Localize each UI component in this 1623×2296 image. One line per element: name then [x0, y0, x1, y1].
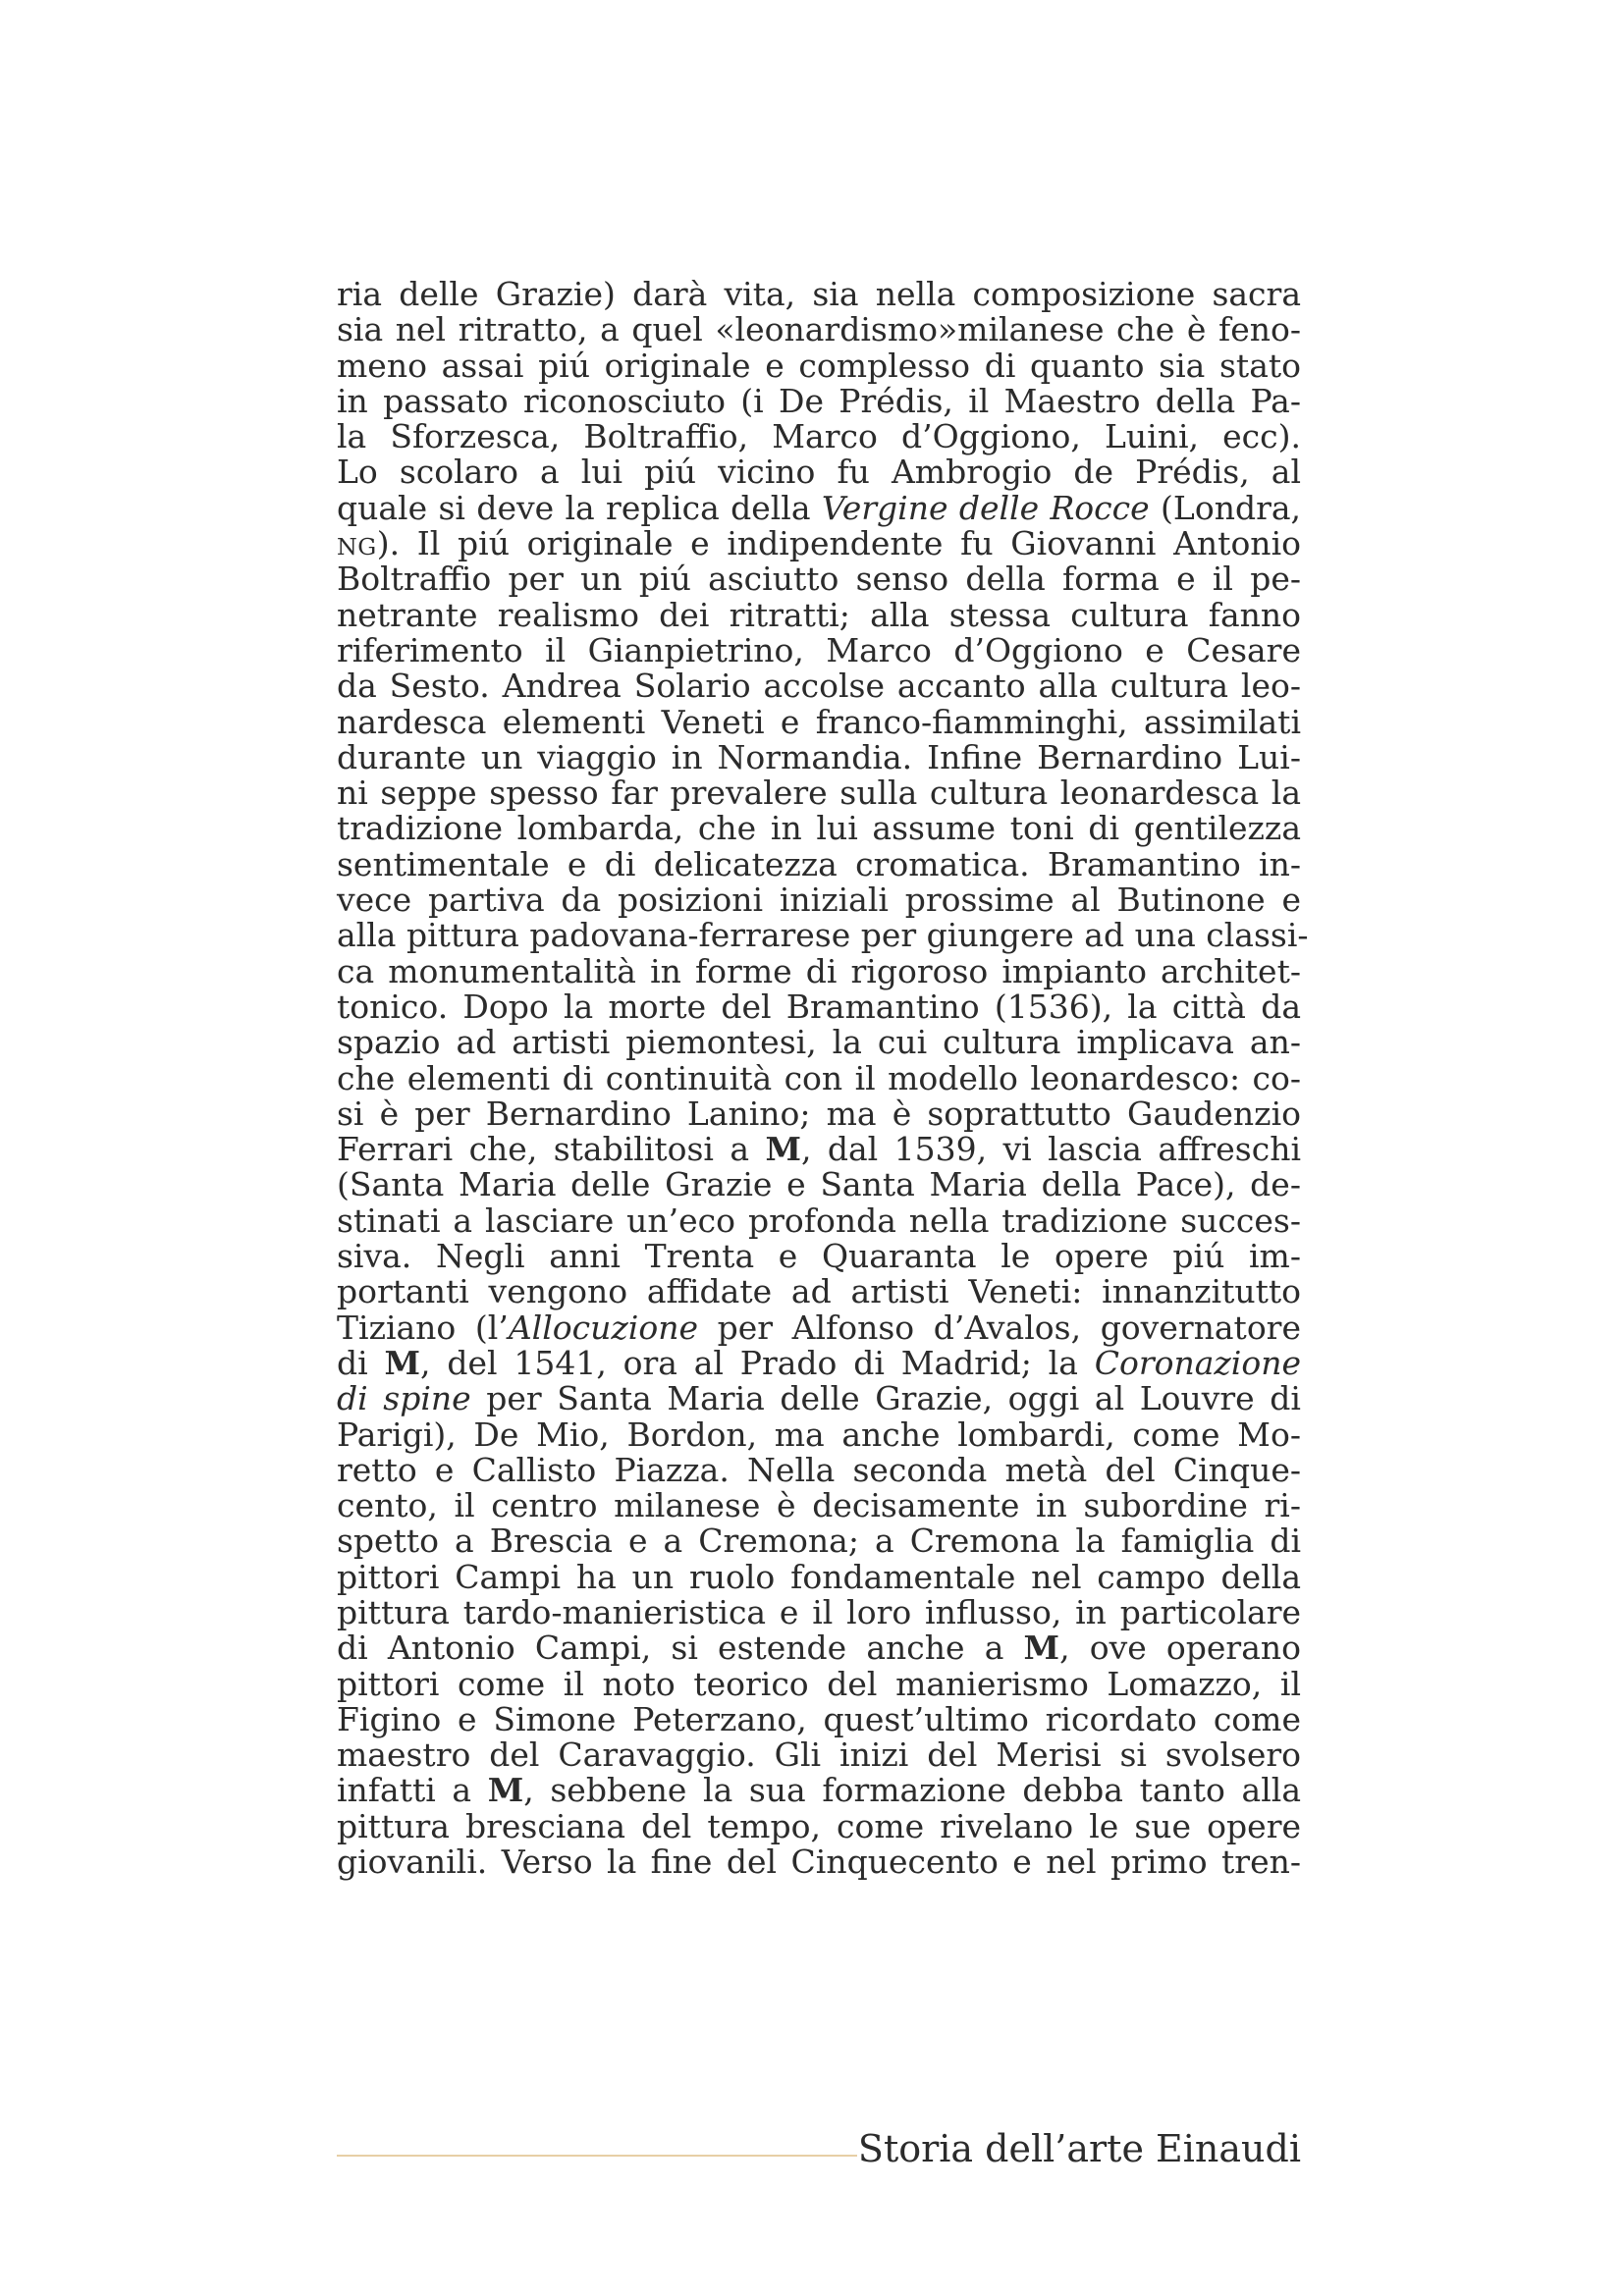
artwork-title: di spine	[337, 1379, 471, 1418]
text-line: infatti a M, sebbene la sua formazione debba tanto alla	[337, 1771, 1301, 1810]
text-line: alla pittura padovana-ferrarese per giungere ad una classi-	[337, 916, 1309, 955]
text-line: tradizione lombarda, che in lui assume toni di gentilezza	[337, 809, 1301, 848]
text-line: netrante realismo dei ritratti; alla stessa cultura fanno	[337, 595, 1301, 634]
footer-divider	[337, 2155, 857, 2157]
text-line: pittori come il noto teorico del manierismo Lomazzo, il	[337, 1664, 1301, 1703]
text-line: spetto a Brescia e a Cremona; a Cremona la famiglia di	[337, 1522, 1301, 1561]
text-line: pittori Campi ha un ruolo fondamentale nel campo della	[337, 1557, 1301, 1596]
text-line: NG). Il piú originale e indipendente fu Giovanni Antonio	[337, 524, 1301, 563]
text-line: Parigi), De Mio, Bordon, ma anche lombardi, come Mo-	[337, 1415, 1301, 1454]
text-line: riferimento il Gianpietrino, Marco d’Oggiono e Cesare	[337, 630, 1301, 669]
text-line: di spine per Santa Maria delle Grazie, oggi al Louvre di	[337, 1379, 1301, 1418]
footer-publication-title: Storia dell’arte Einaudi	[857, 2127, 1301, 2170]
text-line: pittura bresciana del tempo, come rivelano le sue opere	[337, 1806, 1301, 1845]
text-line: pittura tardo-manieristica e il loro influsso, in particolare	[337, 1592, 1301, 1631]
text-line: giovanili. Verso la fine del Cinquecento e nel primo tren-	[337, 1842, 1301, 1882]
text-line: portanti vengono affidate ad artisti Veneti: innanzitutto	[337, 1272, 1301, 1311]
text-line: sentimentale e di delicatezza cromatica. Bramantino in-	[337, 844, 1301, 883]
text-line: ca monumentalità in forme di rigoroso impianto architet-	[337, 951, 1301, 990]
text-line: Ferrari che, stabilitosi a M, dal 1539, vi lascia affreschi	[337, 1130, 1301, 1169]
museum-abbreviation: NG	[337, 533, 377, 561]
text-line: nardesca elementi Veneti e franco-fiamminghi, assimilati	[337, 702, 1301, 741]
text-line: in passato riconosciuto (i De Prédis, il Maestro della Pa-	[337, 381, 1301, 420]
city-abbreviation: M	[487, 1771, 524, 1810]
text-line: da Sesto. Andrea Solario accolse accanto alla cultura leo-	[337, 667, 1301, 706]
text-line: si è per Bernardino Lanino; ma è soprattutto Gaudenzio	[337, 1094, 1301, 1133]
text-line: cento, il centro milanese è decisamente in subordine ri-	[337, 1486, 1301, 1525]
text-line: di Antonio Campi, si estende anche a M, ove operano	[337, 1629, 1301, 1668]
text-line: tonico. Dopo la morte del Bramantino (1536), la città da	[337, 987, 1301, 1026]
text-line: quale si deve la replica della Vergine delle Rocce (Londra,	[337, 488, 1302, 527]
text-line: ni seppe spesso far prevalere sulla cultura leonardesca la	[337, 774, 1301, 813]
artwork-title: Coronazione	[1094, 1343, 1301, 1382]
text-line: di M, del 1541, ora al Prado di Madrid; la Coronazione	[337, 1343, 1301, 1382]
text-line: vece partiva da posizioni iniziali prossime al Butinone e	[337, 881, 1301, 920]
text-line: siva. Negli anni Trenta e Quaranta le opere piú im-	[337, 1237, 1301, 1276]
text-line: spazio ad artisti piemontesi, la cui cultura implicava an-	[337, 1023, 1301, 1062]
text-line: maestro del Caravaggio. Gli inizi del Merisi si svolsero	[337, 1735, 1301, 1775]
text-line: (Santa Maria delle Grazie e Santa Maria della Pace), de-	[337, 1165, 1301, 1204]
city-abbreviation: M	[765, 1130, 801, 1169]
text-line: stinati a lasciare un’eco profonda nella tradizione succes-	[337, 1201, 1301, 1240]
text-line: durante un viaggio in Normandia. Infine Bernardino Lui-	[337, 737, 1301, 776]
text-line: che elementi di continuità con il modello leonardesco: co-	[337, 1058, 1301, 1097]
text-line: Figino e Simone Peterzano, quest’ultimo ricordato come	[337, 1699, 1301, 1738]
text-line: Boltraffio per un piú asciutto senso della forma e il pe-	[337, 560, 1301, 599]
text-line: ria delle Grazie) darà vita, sia nella composizione sacra	[337, 275, 1301, 313]
text-line: Lo scolaro a lui piú vicino fu Ambrogio de Prédis, al	[337, 453, 1301, 492]
artwork-title: Allocuzione	[508, 1308, 698, 1347]
text-line: meno assai piú originale e complesso di quanto sia stato	[337, 346, 1301, 385]
artwork-title: Vergine delle Rocce	[821, 488, 1150, 527]
text-line: retto e Callisto Piazza. Nella seconda metà del Cinque-	[337, 1450, 1301, 1489]
text-line: sia nel ritratto, a quel «leonardismo»milanese che è feno-	[337, 310, 1301, 349]
city-abbreviation: M	[1023, 1629, 1060, 1668]
city-abbreviation: M	[384, 1343, 421, 1382]
text-line: la Sforzesca, Boltraffio, Marco d’Oggiono, Luini, ecc).	[337, 417, 1301, 456]
body-paragraph	[337, 275, 1309, 1882]
text-line: Tiziano (l’Allocuzione per Alfonso d’Avalos, governatore	[337, 1308, 1301, 1347]
